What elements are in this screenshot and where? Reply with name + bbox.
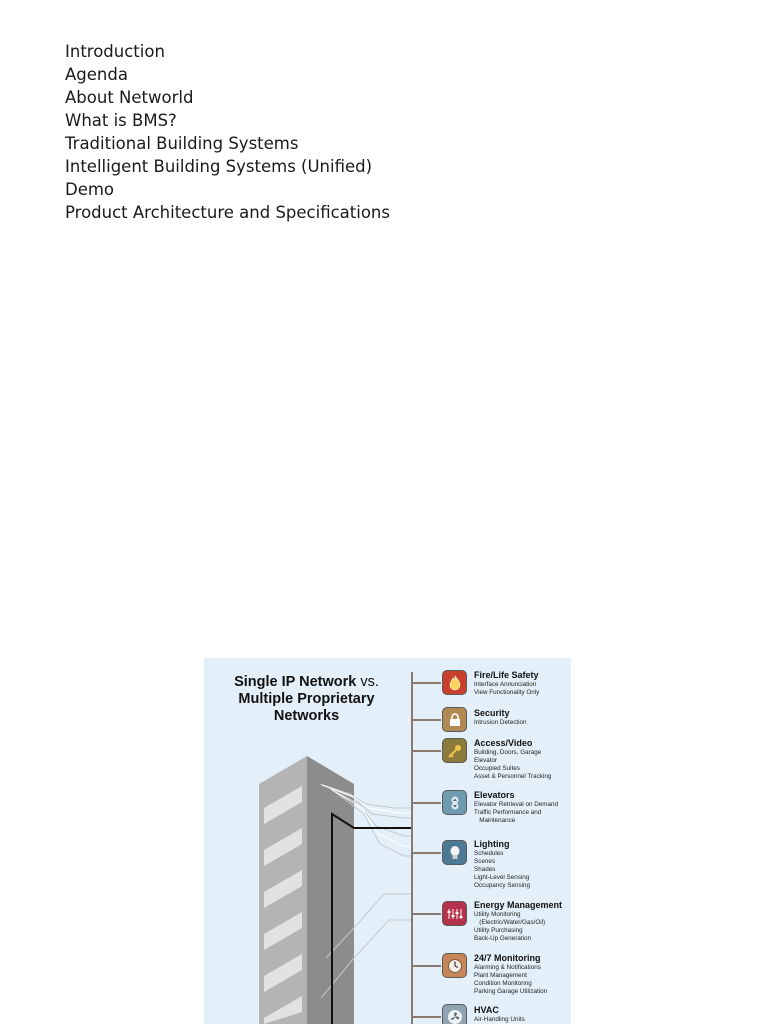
clock-icon	[442, 953, 467, 978]
item-title: Lighting	[474, 839, 510, 849]
item-sub: Scenes	[474, 857, 496, 865]
item-title: Energy Management	[474, 900, 563, 910]
item-sub: Asset & Personnel Tracking	[474, 772, 552, 780]
meter-icon	[442, 901, 467, 926]
lightbulb-icon	[442, 840, 467, 865]
branch-line	[411, 719, 441, 721]
diagram-title-line2: Multiple Proprietary	[238, 691, 375, 707]
item-sub: Utility Purchasing	[474, 926, 523, 934]
item-sub: Alarming & Notifications	[474, 964, 541, 971]
diagram-title	[204, 674, 409, 725]
item-sub: Building, Doors, Garage	[474, 749, 542, 756]
flame-icon	[442, 670, 467, 695]
item-sub: Intrusion Detection	[474, 719, 527, 726]
item-sub: Shades	[474, 865, 496, 873]
item-sub: Parking Garage Utilization	[474, 987, 548, 995]
key-icon	[442, 738, 467, 763]
item-sub: Maintenance	[474, 816, 516, 824]
item-title: Elevators	[474, 790, 515, 800]
fan-icon	[442, 1004, 467, 1024]
item-title: 24/7 Monitoring	[474, 953, 541, 963]
item-fire-life-safety	[474, 670, 571, 697]
item-elevators	[474, 790, 571, 825]
branch-line	[411, 750, 441, 752]
item-sub: Condition Monitoring	[474, 979, 532, 987]
item-sub: Schedules	[474, 850, 504, 857]
item-sub: Elevator	[474, 756, 498, 764]
diagram-title-line1: Single IP Network	[234, 674, 357, 690]
agenda-list	[65, 40, 390, 224]
network-trunk-line	[411, 672, 413, 1024]
item-sub: Plant Management	[474, 971, 527, 979]
item-sub: Back-Up Generation	[474, 934, 532, 942]
item-access-video	[474, 738, 571, 781]
item-sub: (Electric/Water/Gas/Oil)	[474, 918, 546, 926]
item-sub: Light-Level Sensing	[474, 873, 530, 881]
elevator-icon	[442, 790, 467, 815]
network-diagram-figure	[204, 658, 571, 1024]
branch-line	[411, 852, 441, 854]
item-sub: Utility Monitoring	[474, 911, 521, 918]
item-sub: Occupancy Sensing	[474, 881, 531, 889]
item-energy-management	[474, 900, 571, 943]
diagram-title-line3: Networks	[273, 708, 340, 724]
branch-line	[411, 965, 441, 967]
agenda-item: Traditional Building Systems	[65, 134, 299, 153]
agenda-item: Agenda	[65, 65, 128, 84]
item-sub: Air-Handling Units	[474, 1016, 525, 1023]
item-title: Access/Video	[474, 738, 533, 748]
branch-line	[411, 802, 441, 804]
branch-line	[411, 913, 441, 915]
agenda-item: Introduction	[65, 42, 165, 61]
agenda-item: Intelligent Building Systems (Unified)	[65, 157, 373, 176]
item-sub: Occupied Suites	[474, 764, 520, 772]
agenda-item: Product Architecture and Specifications	[65, 203, 390, 222]
branch-line	[411, 682, 441, 684]
agenda-item: About Networld	[65, 88, 194, 107]
item-hvac	[474, 1005, 571, 1024]
agenda-item: What is BMS?	[65, 111, 177, 130]
padlock-icon	[442, 707, 467, 732]
item-title: Fire/Life Safety	[474, 670, 539, 680]
item-lighting	[474, 839, 571, 890]
item-sub: View Functionality Only	[474, 688, 540, 696]
item-24-7-monitoring	[474, 953, 571, 996]
item-title: HVAC	[474, 1005, 499, 1015]
item-sub: Traffic Performance and	[474, 808, 542, 816]
item-sub: Elevator Retrieval on Demand	[474, 801, 558, 808]
agenda-item: Demo	[65, 180, 115, 199]
item-title: Security	[474, 708, 510, 718]
branch-line	[411, 1016, 441, 1018]
item-security	[474, 708, 571, 727]
item-sub: Interface Annunciation	[474, 681, 537, 688]
diagram-title-vs: vs.	[356, 674, 379, 690]
